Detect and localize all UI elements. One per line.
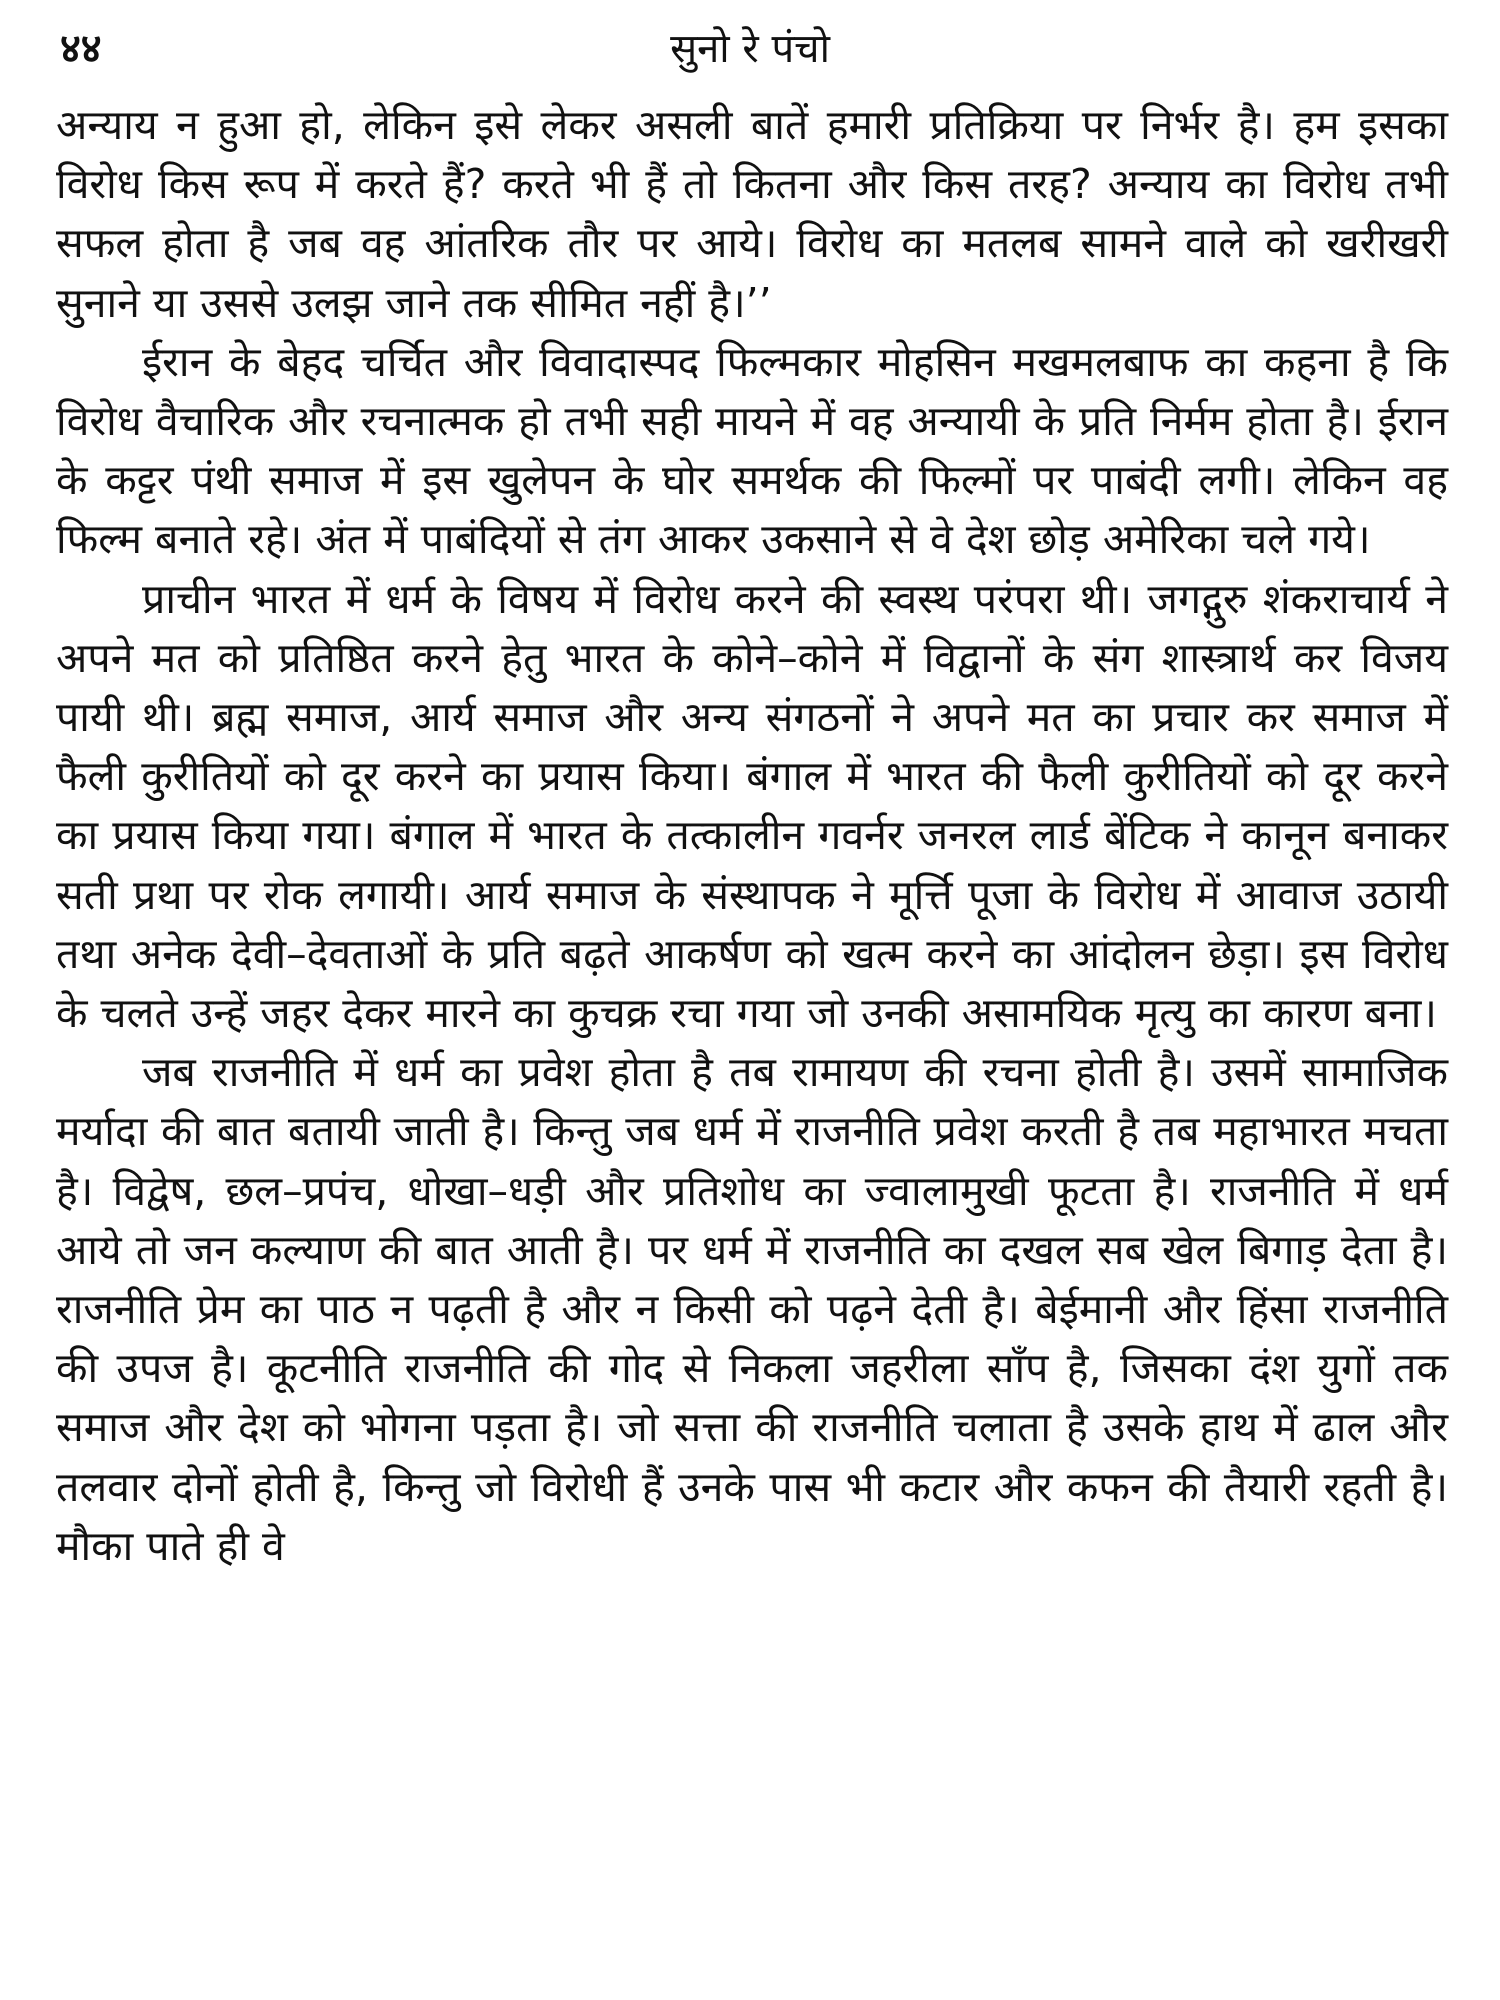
- paragraph-3: प्राचीन भारत में धर्म के विषय में विरोध करने की स्वस्थ परंपरा थी। जगद्गुरु शंकराचार्य ने अपने मत को प्रतिष्ठित करने हेतु भारत के कोने–कोने में विद्वानों के संग शास्त्रार्थ कर विजय पायी थी। ब्रह्म समाज, आर्य समाज और अन्य संगठनों ने अपने मत का प्रचार कर समाज में फैली कुरीतियों को दूर करने का प्रयास किया। बंगाल में भारत की फैली कुरीतियों को दूर करने का प्रयास किया गया। बंगाल में भारत के तत्कालीन गवर्नर जनरल लार्ड बेंटिक ने कानून बनाकर सती प्रथा पर रोक लगायी। आर्य समाज के संस्थापक ने मूर्त्ति पूजा के विरोध में आवाज उठायी तथा अनेक देवी–देवताओं के प्रति बढ़ते आकर्षण को खत्म करने का आंदोलन छेड़ा। इस विरोध के चलते उन्हें जहर देकर मारने का कुचक्र रचा गया जो उनकी असामयिक मृत्यु का कारण बना।: [56, 574, 1448, 1038]
- paragraph-4: जब राजनीति में धर्म का प्रवेश होता है तब रामायण की रचना होती है। उसमें सामाजिक मर्यादा की बात बतायी जाती है। किन्तु जब धर्म में राजनीति प्रवेश करती है तब महाभारत मचता है। विद्वेष, छल–प्रपंच, धोखा–धड़ी और प्रतिशोध का ज्वालामुखी फूटता है। राजनीति में धर्म आये तो जन कल्याण की बात आती है। पर धर्म में राजनीति का दखल सब खेल बिगाड़ देता है। राजनीति प्रेम का पाठ न पढ़ती है और न किसी को पढ़ने देती है। बेईमानी और हिंसा राजनीति की उपज है। कूटनीति राजनीति की गोद से निकला जहरीला साँप है, जिसका दंश युगों तक समाज और देश को भोगना पड़ता है। जो सत्ता की राजनीति चलाता है उसके हाथ में ढाल और तलवार दोनों होती है, किन्तु जो विरोधी हैं उनके पास भी कटार और कफन की तैयारी रहती है। मौका पाते ही वे: [56, 1048, 1448, 1570]
- page-number: ४४: [60, 25, 102, 72]
- paragraph-2: ईरान के बेहद चर्चित और विवादास्पद फिल्मकार मोहसिन मखमलबाफ का कहना है कि विरोध वैचारिक और रचनात्मक हो तभी सही मायने में वह अन्यायी के प्रति निर्मम होता है। ईरान के कट्टर पंथी समाज में इस खुलेपन के घोर समर्थक की फिल्मों पर पाबंदी लगी। लेकिन वह फिल्म बनाते रहे। अंत में पाबंदियों से तंग आकर उकसाने से वे देश छोड़ अमेरिका चले गये।: [56, 337, 1448, 564]
- page-header: [60, 14, 1440, 84]
- paragraph-1: अन्याय न हुआ हो, लेकिन इसे लेकर असली बातें हमारी प्रतिक्रिया पर निर्भर है। हम इसका विरोध किस रूप में करते हैं? करते भी हैं तो कितना और किस तरह? अन्याय का विरोध तभी सफल होता है जब वह आंतरिक तौर पर आये। विरोध का मतलब सामने वाले को खरीखरी सुनाने या उससे उलझ जाने तक सीमित नहीं है।’’: [56, 101, 1448, 327]
- running-title: सुनो रे पंचो: [670, 26, 830, 72]
- body-text: [56, 96, 1448, 1576]
